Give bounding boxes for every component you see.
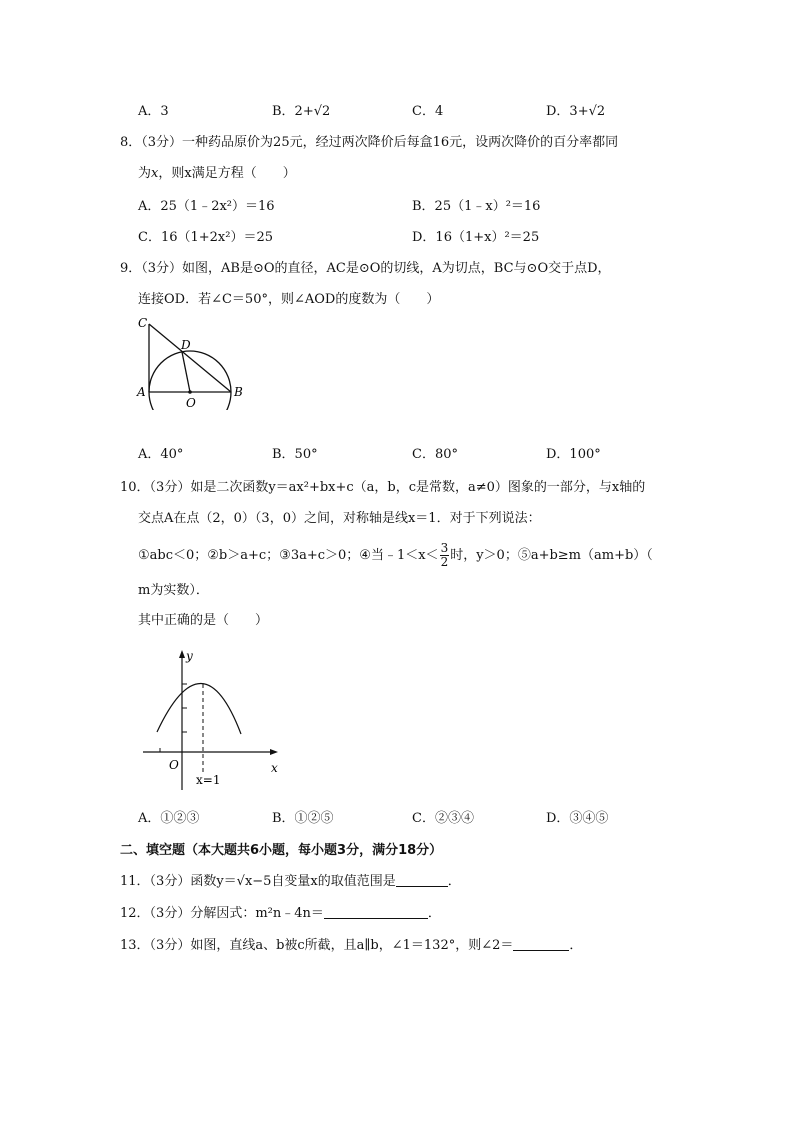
q11-stem: 11．（3分）函数y＝√x−5自变量x的取值范围是 (120, 874, 396, 889)
q10-label-o: O (169, 758, 179, 772)
q10-fraction (440, 542, 450, 569)
q8-option-c: C．16（1+2x²）＝25 (138, 230, 274, 245)
q13-line (120, 937, 582, 955)
q10-parabola-curve (157, 683, 241, 734)
q10-statements-part2: 时，y＞0；⑤a+b≥m（am+b）（ (450, 548, 653, 563)
q10-option-d: D．③④⑤ (546, 811, 609, 826)
q12-end: ． (427, 906, 441, 921)
q9-center-point (188, 390, 192, 394)
q10-stem-line4: m为实数）． (138, 583, 209, 598)
q10-label-symmetry: x=1 (196, 773, 221, 787)
q7-option-b: B．2+√2 (272, 104, 331, 119)
q12-line (120, 905, 441, 923)
q10-stem-line1: 10．（3分）如是二次函数y＝ax²+bx+c（a，b，c是常数，a≠0）图象的一部分，与x轴的 (120, 480, 646, 495)
q13-stem: 13．（3分）如图，直线a、b被c所截，且a∥b，∠1＝132°，则∠2＝ (120, 938, 514, 953)
q12-stem: 12．（3分）分解因式：m²n﹣4n＝ (120, 906, 324, 921)
q9-option-b: B．50° (272, 447, 318, 462)
q10-stem-line5: 其中正确的是（ ） (138, 613, 269, 628)
q11-end: ． (447, 874, 461, 889)
q9-label-o: O (186, 396, 196, 410)
q10-statements-part1: ①abc＜0；②b＞a+c；③3a+c＞0；④当﹣1＜x＜ (138, 548, 439, 563)
q9-segment-od (182, 352, 190, 392)
q10-stem-line2: 交点A在点（2，0）（3，0）之间，对称轴是线x＝1．对于下列说法： (138, 511, 541, 526)
q8-stem-pre: 为 (138, 166, 152, 181)
q7-option-d: D．3+√2 (546, 104, 606, 119)
q7-option-a: A．3 (138, 104, 169, 119)
q10-fraction-numerator: 3 (440, 541, 449, 555)
q11-line (120, 873, 461, 891)
q9-label-b: B (234, 385, 243, 399)
q11-answer-blank[interactable] (396, 873, 448, 887)
q10-parabola-figure (140, 644, 290, 794)
q8-option-a: A．25（1﹣2x²）＝16 (138, 199, 275, 214)
q10-fraction-denominator: 2 (440, 555, 449, 569)
q8-option-d: D．16（1+x）²＝25 (412, 230, 540, 245)
q8-variable: x (151, 166, 159, 181)
q9-label-d: D (181, 338, 191, 352)
q9-option-c: C．80° (412, 447, 458, 462)
q9-option-a: A．40° (138, 447, 184, 462)
q10-stem-line3 (138, 542, 653, 569)
q10-y-axis-arrow (179, 650, 185, 658)
q9-stem-line2: 连接OD．若∠C＝50°，则∠AOD的度数为（ ） (138, 292, 440, 307)
q10-option-c: C．②③④ (412, 811, 474, 826)
q9-label-c: C (138, 316, 148, 330)
q8-option-b: B．25（1﹣x）²＝16 (412, 199, 541, 214)
q13-answer-blank[interactable] (513, 937, 569, 951)
q9-stem-line1: 9．（3分）如图，AB是⊙O的直径，AC是⊙O的切线，A为切点，BC与⊙O交于点D， (120, 261, 611, 276)
q10-label-x: x (271, 761, 278, 775)
q8-stem-line2 (138, 165, 296, 183)
q7-option-c: C．4 (412, 104, 444, 119)
q10-label-y: y (186, 649, 193, 663)
q10-x-axis-arrow (270, 749, 278, 755)
q10-option-b: B．①②⑤ (272, 811, 334, 826)
q12-answer-blank[interactable] (324, 905, 428, 919)
q9-circle-figure (132, 312, 254, 410)
q9-option-d: D．100° (546, 447, 601, 462)
q9-segment-cb (149, 324, 231, 392)
q13-end: ． (569, 938, 583, 953)
q10-option-a: A．①②③ (138, 811, 200, 826)
section-2-heading: 二、填空题（本大题共6小题，每小题3分，满分18分） (120, 843, 443, 858)
q8-stem-post: ，则x满足方程（ ） (158, 166, 296, 181)
q9-label-a: A (137, 385, 146, 399)
q8-stem-line1: 8．（3分）一种药品原价为25元，经过两次降价后每盒16元，设两次降价的百分率都同 (120, 135, 619, 150)
